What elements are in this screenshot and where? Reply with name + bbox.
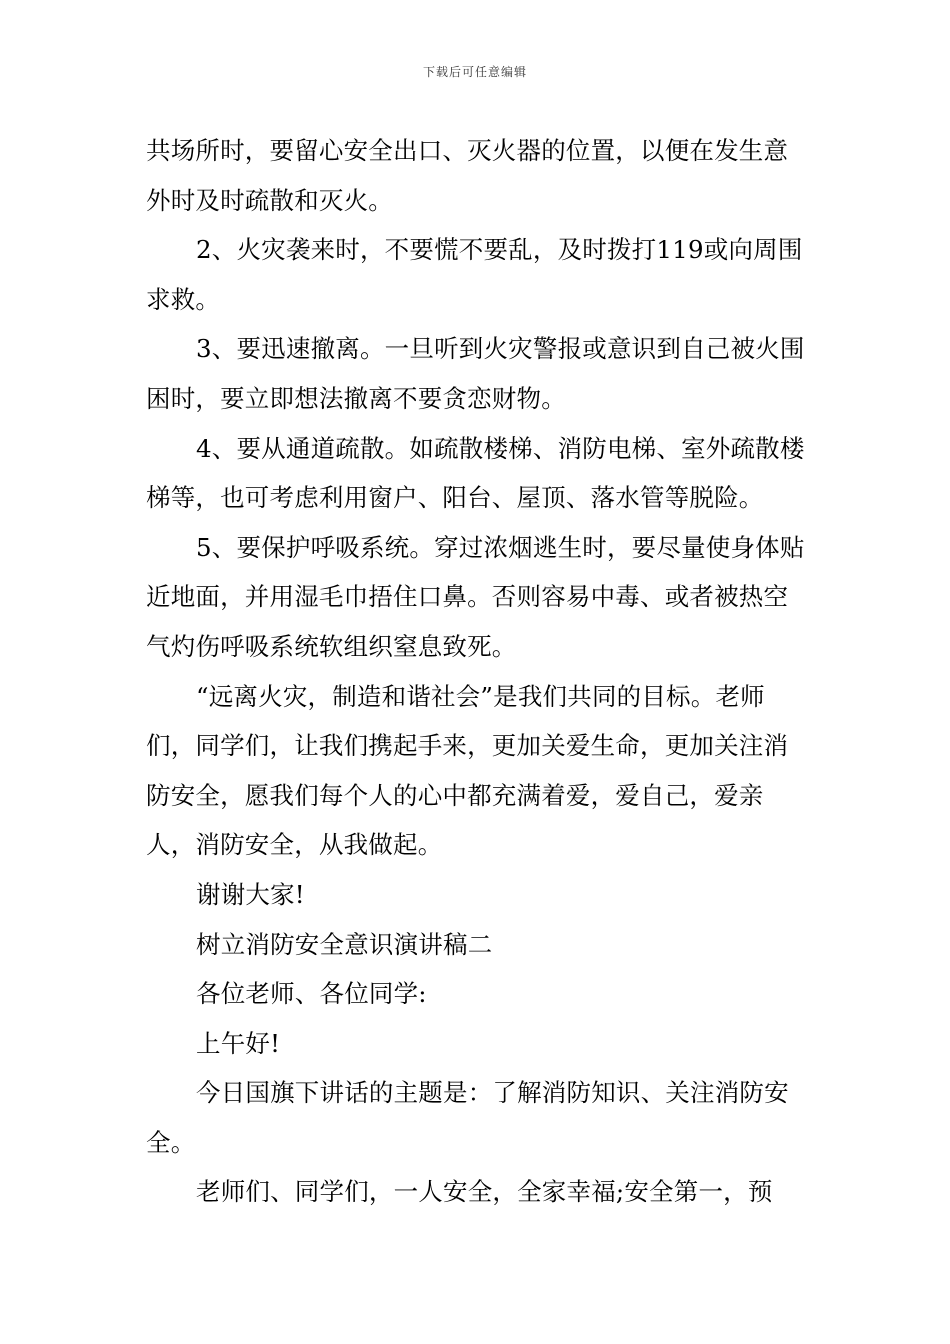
page-header: 下载后可任意编辑 — [422, 65, 527, 79]
paragraph: 老师们、同学们，一人安全，全家幸福;安全第一，预 — [196, 1177, 773, 1207]
paragraph: 共场所时，要留心安全出口、灭火器的位置，以便在发生意外时及时疏散和灭火。 — [146, 136, 789, 215]
paragraph: 3、要迅速撤离。一旦听到火灾警报或意识到自己被火围困时，要立即想法撤离不要贪恋财物。 — [146, 334, 805, 413]
paragraph: 今日国旗下讲话的主题是：了解消防知识、关注消防安全。 — [146, 1078, 789, 1157]
paragraph: 2、火灾袭来时，不要慌不要乱，及时拨打119或向周围求救。 — [146, 235, 803, 314]
salutation: 各位老师、各位同学: — [196, 979, 427, 1009]
section-title: 树立消防安全意识演讲稿二 — [196, 929, 493, 959]
paragraph: 5、要保护呼吸系统。穿过浓烟逃生时，要尽量使身体贴近地面，并用湿毛巾捂住口鼻。否则容易中毒、或者被热空气灼伤呼吸系统软组织窒息致死。 — [146, 532, 805, 661]
paragraph: “远离火灾，制造和谐社会”是我们共同的目标。老师们，同学们，让我们携起手来，更加关爱生命，更加关注消防安全，愿我们每个人的心中都充满着爱，爱自己，爱亲人，消防安全，从我做起。 — [146, 681, 789, 860]
document-body — [146, 126, 810, 1217]
paragraph: 4、要从通道疏散。如疏散楼梯、消防电梯、室外疏散楼梯等，也可考虑利用窗户、阳台、屋顶、落水管等脱险。 — [146, 433, 805, 513]
greeting: 上午好! — [196, 1028, 281, 1058]
paragraph: 谢谢大家! — [196, 879, 305, 909]
